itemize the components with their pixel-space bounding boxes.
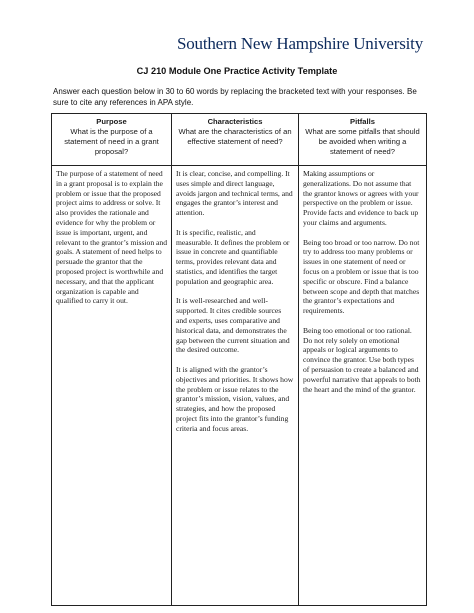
answer-paragraph: Making assumptions or generalizations. Do not assume that the grantor knows or agrees with your perspective on the problem or issue. Provide facts and evidence to back up your claims and arguments. bbox=[303, 169, 419, 227]
answer-paragraph: The purpose of a statement of need in a grant proposal is to explain the problem or issue that the proposed project aims to address or solve. It also provides the rationale and evidence for why the problem or issue is important, urgent, and relevant to the grantor’s mission and goals. A statement of need helps to persuade the grantor that the proposed project is worthwhile and necessary, and that the applicant organization is capable and qualified to carry it out. bbox=[56, 169, 167, 306]
column-header-pitfalls bbox=[299, 114, 427, 166]
column-question: What are the characteristics of an effective statement of need? bbox=[178, 127, 292, 146]
answer-paragraph: Being too broad or too narrow. Do not try to address too many problems or issues in one statement of need or focus on a problem or issue that is too specific or obscure. Find a balance between scope and depth that matches the grantor’s expectations and requirements. bbox=[303, 237, 420, 316]
header-row bbox=[52, 114, 427, 166]
answer-cell-purpose[interactable] bbox=[52, 166, 172, 606]
instructions-text: Answer each question below in 30 to 60 words by replacing the bracketed text with your responses. Be sure to cite any references in APA style. bbox=[53, 87, 417, 107]
activity-table bbox=[51, 113, 427, 606]
document-title: CJ 210 Module One Practice Activity Template bbox=[136, 66, 338, 76]
column-header-purpose bbox=[52, 114, 172, 166]
answer-paragraph: It is well-researched and well-supported. It cites credible sources and experts, uses comparative and historical data, and demonstrates the gap between the current situation and the desired outcome. bbox=[176, 296, 290, 355]
answer-cell-pitfalls[interactable] bbox=[299, 166, 427, 606]
answer-paragraph: Being too emotional or too rational. Do not rely solely on emotional appeals or logical arguments to convince the grantor. Use both types of persuasion to create a balanced and powerful narrative that appeals to both the heart and the mind of the grantor. bbox=[303, 325, 421, 394]
answer-paragraph: It is clear, concise, and compelling. It uses simple and direct language, avoids jargon and technical terms, and engages the grantor’s interest and attention. bbox=[176, 169, 293, 218]
answer-paragraph: It is aligned with the grantor’s objectives and priorities. It shows how the problem or issue relates to the grantor’s mission, vision, values, and strategies, and how the proposed project fits into the grantor’s funding criteria and focus areas. bbox=[176, 364, 294, 433]
column-question: What are some pitfalls that should be avoided when writing a statement of need? bbox=[305, 127, 420, 156]
column-title: Purpose bbox=[96, 117, 127, 126]
answer-cell-characteristics[interactable] bbox=[172, 166, 299, 606]
answer-row bbox=[52, 166, 427, 606]
column-title: Pitfalls bbox=[350, 117, 375, 126]
answer-paragraph: It is specific, realistic, and measurable. It defines the problem or issue in concrete and quantifiable terms, provides relevant data and statistics, and identifies the target population and geographic area. bbox=[176, 227, 290, 286]
university-logo: Southern New Hampshire University bbox=[177, 34, 423, 53]
column-question: What is the purpose of a statement of need in a grant proposal? bbox=[64, 127, 159, 156]
column-header-characteristics bbox=[172, 114, 299, 166]
column-title: Characteristics bbox=[207, 117, 263, 126]
